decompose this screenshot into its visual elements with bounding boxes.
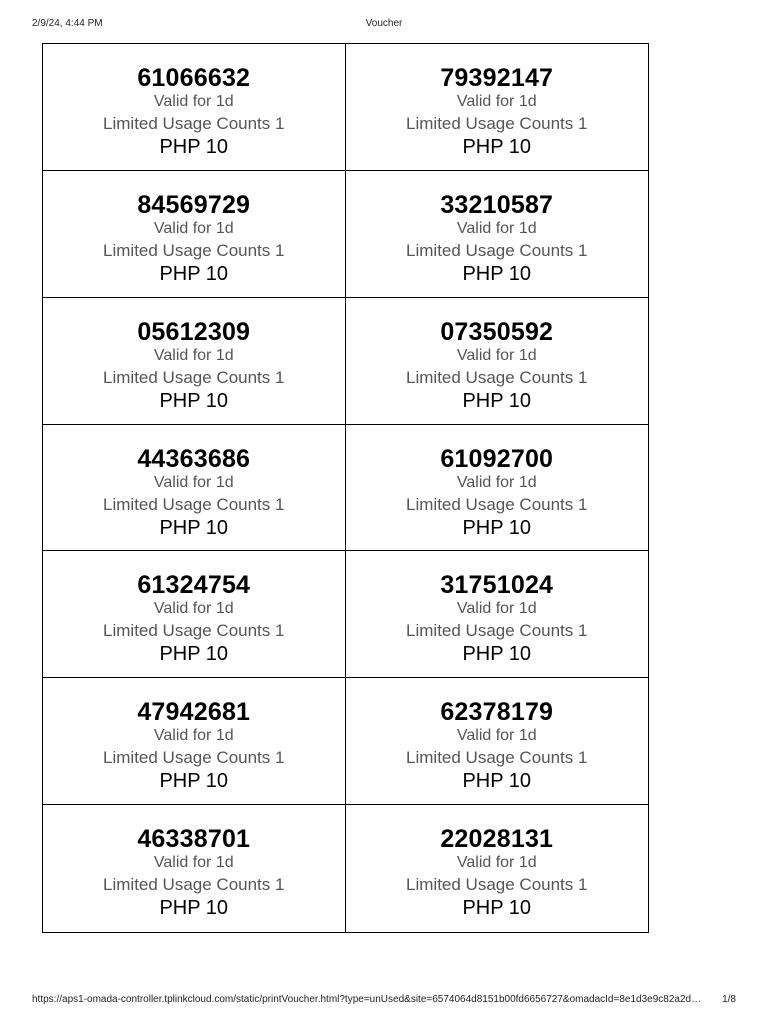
voucher-validity: Valid for 1d [456, 346, 537, 364]
voucher-grid [42, 43, 649, 933]
voucher-price: PHP 10 [462, 262, 532, 285]
voucher-validity: Valid for 1d [153, 854, 234, 872]
voucher-code: 05612309 [137, 317, 251, 346]
voucher-price: PHP 10 [159, 389, 229, 412]
voucher-card [43, 298, 346, 425]
voucher-card [346, 298, 649, 425]
voucher-card [346, 425, 649, 552]
voucher-usage: Limited Usage Counts 1 [406, 748, 588, 768]
page-number: 1/8 [722, 994, 736, 1005]
voucher-validity: Valid for 1d [153, 473, 234, 491]
voucher-code: 61092700 [440, 444, 554, 473]
page-title: Voucher [365, 18, 403, 29]
voucher-validity: Valid for 1d [456, 473, 537, 491]
voucher-code: 62378179 [440, 698, 554, 727]
voucher-price: PHP 10 [159, 262, 229, 285]
voucher-usage: Limited Usage Counts 1 [406, 494, 588, 514]
voucher-card [43, 44, 346, 171]
voucher-validity: Valid for 1d [456, 600, 537, 618]
voucher-usage: Limited Usage Counts 1 [103, 875, 285, 895]
voucher-validity: Valid for 1d [153, 219, 234, 237]
voucher-code: 61324754 [137, 571, 251, 600]
voucher-usage: Limited Usage Counts 1 [103, 494, 285, 514]
voucher-card [346, 171, 649, 298]
voucher-card [346, 551, 649, 678]
voucher-price: PHP 10 [159, 516, 229, 539]
voucher-usage: Limited Usage Counts 1 [406, 240, 588, 260]
voucher-usage: Limited Usage Counts 1 [103, 114, 285, 133]
voucher-card [346, 805, 649, 932]
voucher-code: 31751024 [440, 571, 554, 600]
voucher-code: 44363686 [137, 444, 251, 473]
voucher-validity: Valid for 1d [153, 727, 234, 745]
voucher-code: 46338701 [137, 825, 251, 854]
voucher-code: 33210587 [440, 190, 554, 219]
print-header [32, 18, 736, 32]
voucher-price: PHP 10 [159, 770, 229, 793]
voucher-card [43, 805, 346, 932]
print-footer [32, 994, 736, 1008]
voucher-code: 22028131 [440, 825, 554, 854]
voucher-code: 61066632 [137, 64, 251, 92]
voucher-price: PHP 10 [462, 136, 532, 158]
voucher-price: PHP 10 [159, 897, 229, 920]
voucher-usage: Limited Usage Counts 1 [406, 621, 588, 641]
voucher-card [43, 425, 346, 552]
voucher-price: PHP 10 [159, 643, 229, 666]
voucher-validity: Valid for 1d [153, 346, 234, 364]
print-date: 2/9/24, 4:44 PM [32, 18, 103, 29]
voucher-price: PHP 10 [159, 136, 229, 158]
voucher-validity: Valid for 1d [153, 600, 234, 618]
voucher-usage: Limited Usage Counts 1 [103, 621, 285, 641]
page-url: https://aps1-omada-controller.tplinkcloud.com/static/printVoucher.html?type=unUsed&site=6574064d8151b00fd6656727&omadacId=8e1d3e9c82a2d… [32, 994, 702, 1005]
voucher-card [346, 678, 649, 805]
voucher-price: PHP 10 [462, 516, 532, 539]
voucher-price: PHP 10 [462, 770, 532, 793]
voucher-card [43, 551, 346, 678]
voucher-card [43, 171, 346, 298]
voucher-code: 07350592 [440, 317, 554, 346]
voucher-price: PHP 10 [462, 643, 532, 666]
voucher-card [43, 678, 346, 805]
voucher-code: 47942681 [137, 698, 251, 727]
voucher-validity: Valid for 1d [456, 93, 537, 110]
voucher-usage: Limited Usage Counts 1 [406, 875, 588, 895]
voucher-usage: Limited Usage Counts 1 [103, 240, 285, 260]
voucher-usage: Limited Usage Counts 1 [406, 367, 588, 387]
voucher-card [346, 44, 649, 171]
voucher-price: PHP 10 [462, 389, 532, 412]
voucher-validity: Valid for 1d [153, 93, 234, 110]
voucher-validity: Valid for 1d [456, 727, 537, 745]
voucher-price: PHP 10 [462, 897, 532, 920]
voucher-code: 84569729 [137, 190, 251, 219]
voucher-usage: Limited Usage Counts 1 [103, 748, 285, 768]
voucher-code: 79392147 [440, 64, 554, 92]
voucher-usage: Limited Usage Counts 1 [103, 367, 285, 387]
voucher-validity: Valid for 1d [456, 854, 537, 872]
voucher-validity: Valid for 1d [456, 219, 537, 237]
voucher-usage: Limited Usage Counts 1 [406, 114, 588, 133]
